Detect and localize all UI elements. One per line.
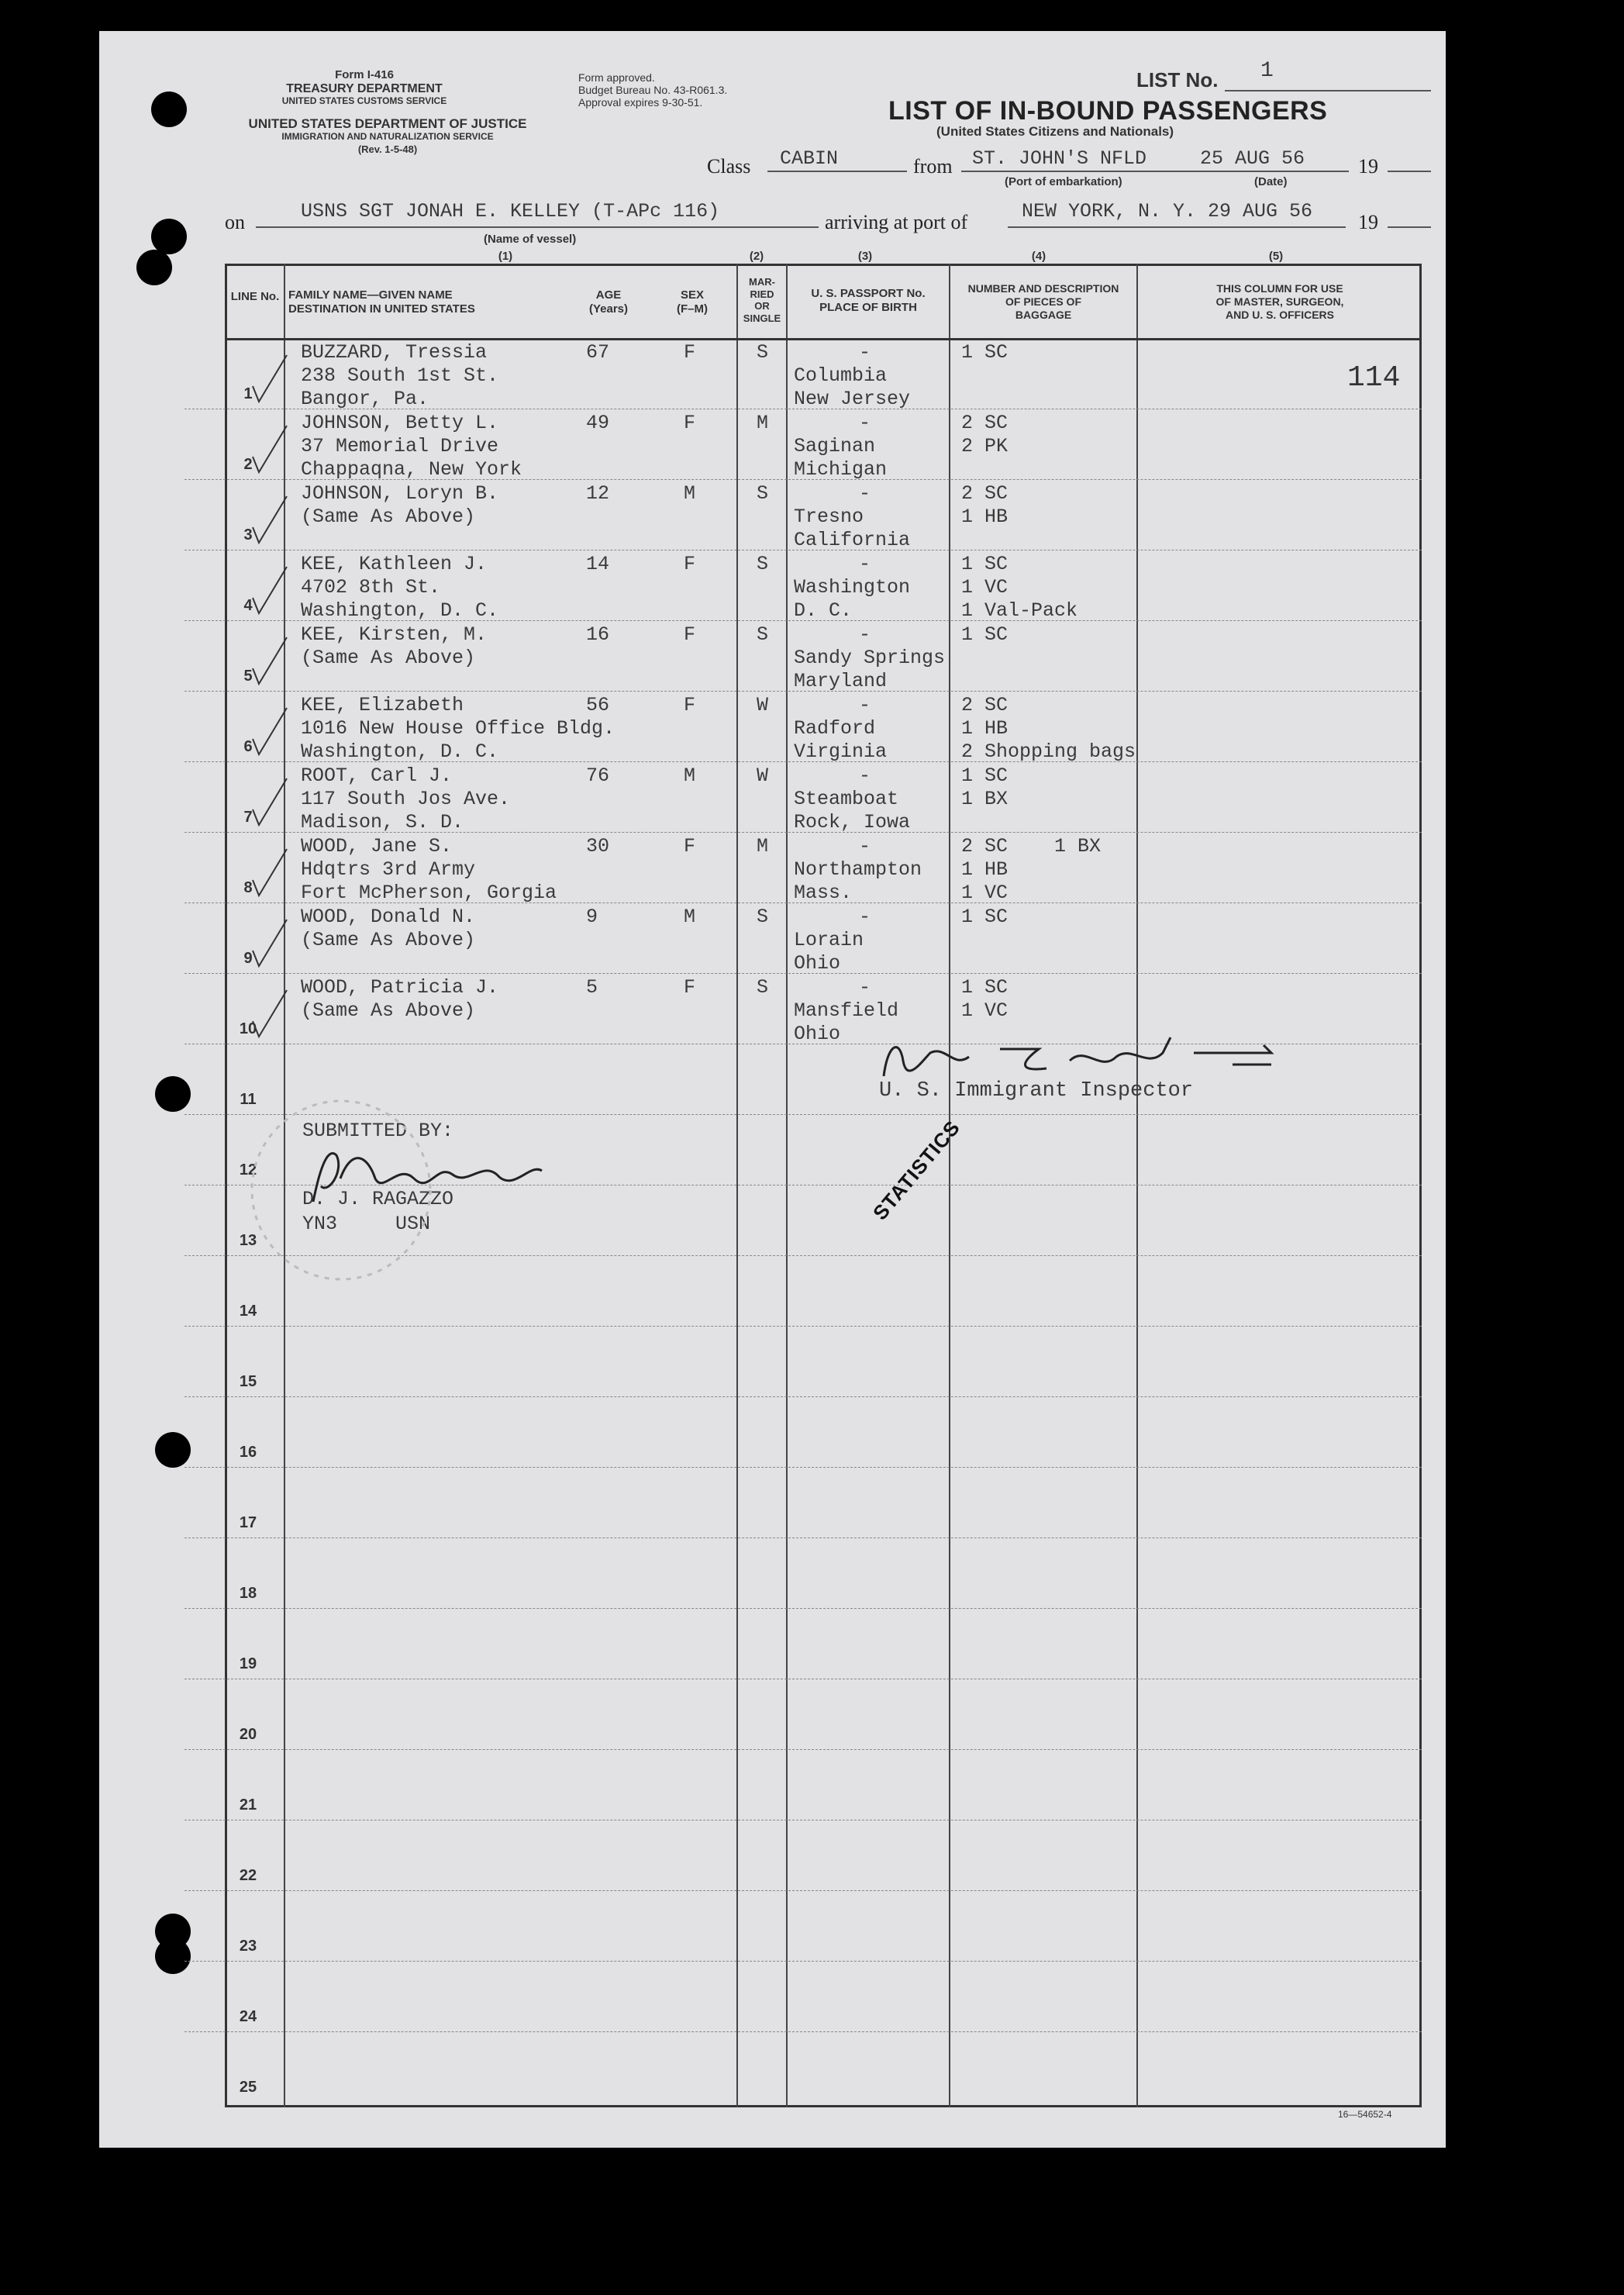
passenger-age: 56 bbox=[586, 694, 610, 716]
header-name: FAMILY NAME—GIVEN NAME DESTINATION IN UNITED STATES bbox=[288, 288, 475, 316]
passenger-age: 67 bbox=[586, 341, 610, 364]
approval-line-3: Approval expires 9-30-51. bbox=[578, 96, 703, 109]
year-suffix-1: 19 bbox=[1358, 155, 1378, 178]
from-port: ST. JOHN'S NFLD bbox=[972, 147, 1147, 170]
passenger-sex: M bbox=[684, 764, 696, 787]
line-number: 15 bbox=[239, 1373, 257, 1390]
row-divider bbox=[184, 1326, 1422, 1327]
vessel-caption: (Name of vessel) bbox=[484, 233, 577, 246]
arriving-label: arriving at port of bbox=[825, 211, 968, 233]
passenger-age: 12 bbox=[586, 482, 610, 505]
on-label: on bbox=[225, 211, 245, 233]
footer-code: 16—54652-4 bbox=[1338, 2109, 1392, 2120]
line-number: 16 bbox=[239, 1444, 257, 1461]
submitted-name: D. J. RAGAZZO bbox=[302, 1188, 454, 1210]
justice-dept: UNITED STATES DEPARTMENT OF JUSTICE bbox=[248, 116, 527, 131]
check-mark-icon bbox=[247, 700, 293, 762]
line-number: 20 bbox=[239, 1726, 257, 1743]
passenger-birthplace: Columbia New Jersey bbox=[794, 364, 911, 410]
header-line-no: LINE No. bbox=[230, 290, 280, 303]
passenger-birthplace: Sandy Springs Maryland bbox=[794, 647, 946, 692]
passenger-birthplace: Tresno California bbox=[794, 506, 911, 551]
passenger-marital-status: S bbox=[757, 623, 769, 646]
passenger-name: WOOD, Jane S. Hdqtrs 3rd Army Fort McPherson, Gorgia bbox=[301, 835, 557, 904]
line-number: 14 bbox=[239, 1303, 257, 1320]
passenger-passport-no: - bbox=[859, 341, 871, 364]
row-divider bbox=[184, 1961, 1422, 1962]
passenger-passport-no: - bbox=[859, 835, 871, 858]
from-date: 25 AUG 56 bbox=[1200, 147, 1305, 170]
passenger-name: WOOD, Donald N. (Same As Above) bbox=[301, 906, 476, 951]
passenger-age: 30 bbox=[586, 835, 610, 858]
row-divider bbox=[184, 2031, 1422, 2032]
passenger-name: WOOD, Patricia J. (Same As Above) bbox=[301, 976, 499, 1022]
check-mark-icon bbox=[247, 347, 293, 409]
inspector-title: U. S. Immigrant Inspector bbox=[879, 1079, 1194, 1103]
check-mark-icon bbox=[247, 841, 293, 903]
submitted-rank: YN3 USN bbox=[302, 1213, 431, 1235]
statistics-stamp: STATISTICS bbox=[868, 1116, 965, 1225]
check-mark-icon bbox=[247, 771, 293, 833]
passenger-passport-no: - bbox=[859, 412, 871, 434]
passenger-sex: F bbox=[684, 694, 696, 716]
submitted-label: SUBMITTED BY: bbox=[302, 1120, 454, 1142]
passenger-passport-no: - bbox=[859, 976, 871, 999]
passenger-birthplace: Saginan Michigan bbox=[794, 435, 888, 481]
check-mark-icon bbox=[247, 630, 293, 692]
line-number: 12 bbox=[239, 1161, 257, 1179]
check-mark-icon bbox=[247, 488, 293, 550]
passenger-baggage: 1 SC 1 VC bbox=[961, 976, 1009, 1022]
row-divider bbox=[184, 1537, 1422, 1538]
header-passport: U. S. PASSPORT No. PLACE OF BIRTH bbox=[811, 287, 926, 314]
class-value: CABIN bbox=[780, 147, 839, 170]
passenger-birthplace: Mansfield Ohio bbox=[794, 999, 899, 1045]
passenger-baggage: 1 SC bbox=[961, 341, 1009, 364]
passenger-baggage: 1 SC bbox=[961, 623, 1009, 646]
passenger-marital-status: S bbox=[757, 482, 769, 505]
list-no-label: LIST No. bbox=[1136, 68, 1219, 91]
col-num-2: (2) bbox=[749, 250, 764, 263]
line-number: 4 bbox=[243, 597, 253, 614]
row-divider bbox=[184, 1749, 1422, 1750]
passenger-birthplace: Steamboat Rock, Iowa bbox=[794, 788, 911, 833]
passenger-marital-status: S bbox=[757, 976, 769, 999]
passenger-name: ROOT, Carl J. 117 South Jos Ave. Madison, S. D. bbox=[301, 764, 511, 833]
header-sex: SEX (F–M) bbox=[677, 288, 708, 316]
passenger-birthplace: Radford Virginia bbox=[794, 717, 888, 763]
passenger-marital-status: S bbox=[757, 906, 769, 928]
punch-hole bbox=[151, 219, 187, 254]
passenger-age: 49 bbox=[586, 412, 610, 434]
line-number: 23 bbox=[239, 1938, 257, 1955]
passenger-sex: F bbox=[684, 341, 696, 364]
passenger-passport-no: - bbox=[859, 694, 871, 716]
header-officers: THIS COLUMN FOR USE OF MASTER, SURGEON, AND U. S. OFFICERS bbox=[1215, 282, 1344, 321]
punch-hole bbox=[136, 250, 172, 285]
list-no-value: 1 bbox=[1260, 59, 1274, 83]
line-number: 17 bbox=[239, 1514, 257, 1531]
passenger-marital-status: W bbox=[757, 694, 769, 716]
line-number: 11 bbox=[240, 1091, 257, 1108]
line-number: 22 bbox=[239, 1867, 257, 1884]
passenger-marital-status: S bbox=[757, 553, 769, 575]
passenger-baggage: 2 SC 1 BX 1 HB 1 VC bbox=[961, 835, 1102, 904]
passenger-sex: M bbox=[684, 482, 696, 505]
passenger-name: JOHNSON, Betty L. 37 Memorial Drive Chappaqna, New York bbox=[301, 412, 522, 481]
passenger-sex: F bbox=[684, 412, 696, 434]
port-caption: (Port of embarkation) bbox=[1005, 175, 1122, 188]
page-title: LIST OF IN-BOUND PASSENGERS bbox=[888, 96, 1328, 126]
customs-service: UNITED STATES CUSTOMS SERVICE bbox=[281, 95, 447, 106]
check-mark-icon bbox=[247, 912, 293, 974]
punch-hole bbox=[155, 1938, 191, 1974]
passenger-passport-no: - bbox=[859, 623, 871, 646]
vessel-name: USNS SGT JONAH E. KELLEY (T-APc 116) bbox=[301, 200, 720, 223]
passenger-birthplace: Washington D. C. bbox=[794, 576, 911, 622]
check-mark-icon bbox=[247, 982, 293, 1044]
passenger-birthplace: Northampton Mass. bbox=[794, 858, 922, 904]
passenger-marital-status: M bbox=[757, 412, 769, 434]
approval-line-2: Budget Bureau No. 43-R061.3. bbox=[578, 84, 728, 96]
passenger-name: JOHNSON, Loryn B. (Same As Above) bbox=[301, 482, 499, 528]
passenger-name: KEE, Kirsten, M. (Same As Above) bbox=[301, 623, 488, 669]
treasury-dept: TREASURY DEPARTMENT bbox=[286, 82, 443, 95]
form-number: Form I-416 bbox=[335, 68, 394, 81]
passenger-baggage: 2 SC 1 HB bbox=[961, 482, 1009, 528]
passenger-birthplace: Lorain Ohio bbox=[794, 929, 864, 975]
line-number: 5 bbox=[243, 668, 253, 685]
from-label: from bbox=[913, 155, 953, 178]
passenger-sex: F bbox=[684, 835, 696, 858]
line-number: 19 bbox=[239, 1655, 257, 1672]
line-number: 18 bbox=[239, 1585, 257, 1602]
passenger-sex: F bbox=[684, 553, 696, 575]
col-num-5: (5) bbox=[1268, 250, 1284, 263]
punch-hole bbox=[155, 1076, 191, 1112]
passenger-baggage: 1 SC 1 BX bbox=[961, 764, 1009, 810]
revision: (Rev. 1-5-48) bbox=[357, 143, 418, 155]
line-number: 25 bbox=[239, 2079, 257, 2096]
passenger-age: 5 bbox=[586, 976, 598, 999]
page-subtitle: (United States Citizens and Nationals) bbox=[936, 124, 1174, 139]
line-number: 8 bbox=[243, 879, 253, 896]
passenger-name: KEE, Elizabeth 1016 New House Office Bldg. Washington, D. C. bbox=[301, 694, 615, 763]
header-age: AGE (Years) bbox=[588, 288, 629, 316]
line-number: 2 bbox=[243, 456, 253, 473]
check-mark-icon bbox=[247, 418, 293, 480]
ins-service: IMMIGRATION AND NATURALIZATION SERVICE bbox=[281, 131, 494, 142]
passenger-passport-no: - bbox=[859, 764, 871, 787]
row-divider bbox=[184, 1467, 1422, 1468]
line-number: 21 bbox=[239, 1796, 257, 1814]
class-label: Class bbox=[707, 155, 751, 178]
arrival-port: NEW YORK, N. Y. 29 AUG 56 bbox=[1022, 200, 1313, 223]
line-number: 13 bbox=[239, 1232, 257, 1249]
passenger-sex: F bbox=[684, 623, 696, 646]
approval-line-1: Form approved. bbox=[578, 71, 655, 84]
row-divider bbox=[184, 1608, 1422, 1609]
line-number: 6 bbox=[243, 738, 253, 755]
passenger-passport-no: - bbox=[859, 482, 871, 505]
punch-hole bbox=[155, 1432, 191, 1468]
passenger-passport-no: - bbox=[859, 553, 871, 575]
header-married: MAR- RIED OR SINGLE bbox=[743, 276, 781, 324]
passenger-baggage: 2 SC 2 PK bbox=[961, 412, 1009, 457]
passenger-passport-no: - bbox=[859, 906, 871, 928]
passenger-baggage: 2 SC 1 HB 2 Shopping bags bbox=[961, 694, 1136, 763]
passenger-name: KEE, Kathleen J. 4702 8th St. Washington, D. C. bbox=[301, 553, 499, 622]
row-divider bbox=[184, 1890, 1422, 1891]
passenger-marital-status: M bbox=[757, 835, 769, 858]
year-suffix-2: 19 bbox=[1358, 211, 1378, 233]
passenger-age: 9 bbox=[586, 906, 598, 928]
col-num-4: (4) bbox=[1031, 250, 1046, 263]
date-caption: (Date) bbox=[1254, 175, 1288, 188]
passenger-age: 76 bbox=[586, 764, 610, 787]
officer-note: 114 bbox=[1347, 361, 1401, 395]
passenger-baggage: 1 SC bbox=[961, 906, 1009, 928]
line-number: 9 bbox=[243, 950, 253, 967]
faded-stamp-circle bbox=[240, 1085, 442, 1295]
line-number: 3 bbox=[243, 526, 253, 544]
passenger-age: 16 bbox=[586, 623, 610, 646]
row-divider bbox=[184, 1396, 1422, 1397]
line-number: 1 bbox=[243, 385, 253, 402]
col-num-1: (1) bbox=[498, 250, 513, 263]
passenger-marital-status: S bbox=[757, 341, 769, 364]
passenger-age: 14 bbox=[586, 553, 610, 575]
check-mark-icon bbox=[247, 559, 293, 621]
col-num-3: (3) bbox=[857, 250, 873, 263]
line-number: 7 bbox=[243, 809, 253, 826]
passenger-name: BUZZARD, Tressia 238 South 1st St. Bangor, Pa. bbox=[301, 341, 499, 410]
line-number: 10 bbox=[239, 1020, 257, 1037]
line-number: 24 bbox=[239, 2008, 257, 2025]
passenger-sex: F bbox=[684, 976, 696, 999]
header-baggage: NUMBER AND DESCRIPTION OF PIECES OF BAGGAGE bbox=[967, 282, 1119, 321]
punch-hole bbox=[151, 91, 187, 127]
passenger-sex: M bbox=[684, 906, 696, 928]
passenger-baggage: 1 SC 1 VC 1 Val-Pack bbox=[961, 553, 1078, 622]
passenger-marital-status: W bbox=[757, 764, 769, 787]
